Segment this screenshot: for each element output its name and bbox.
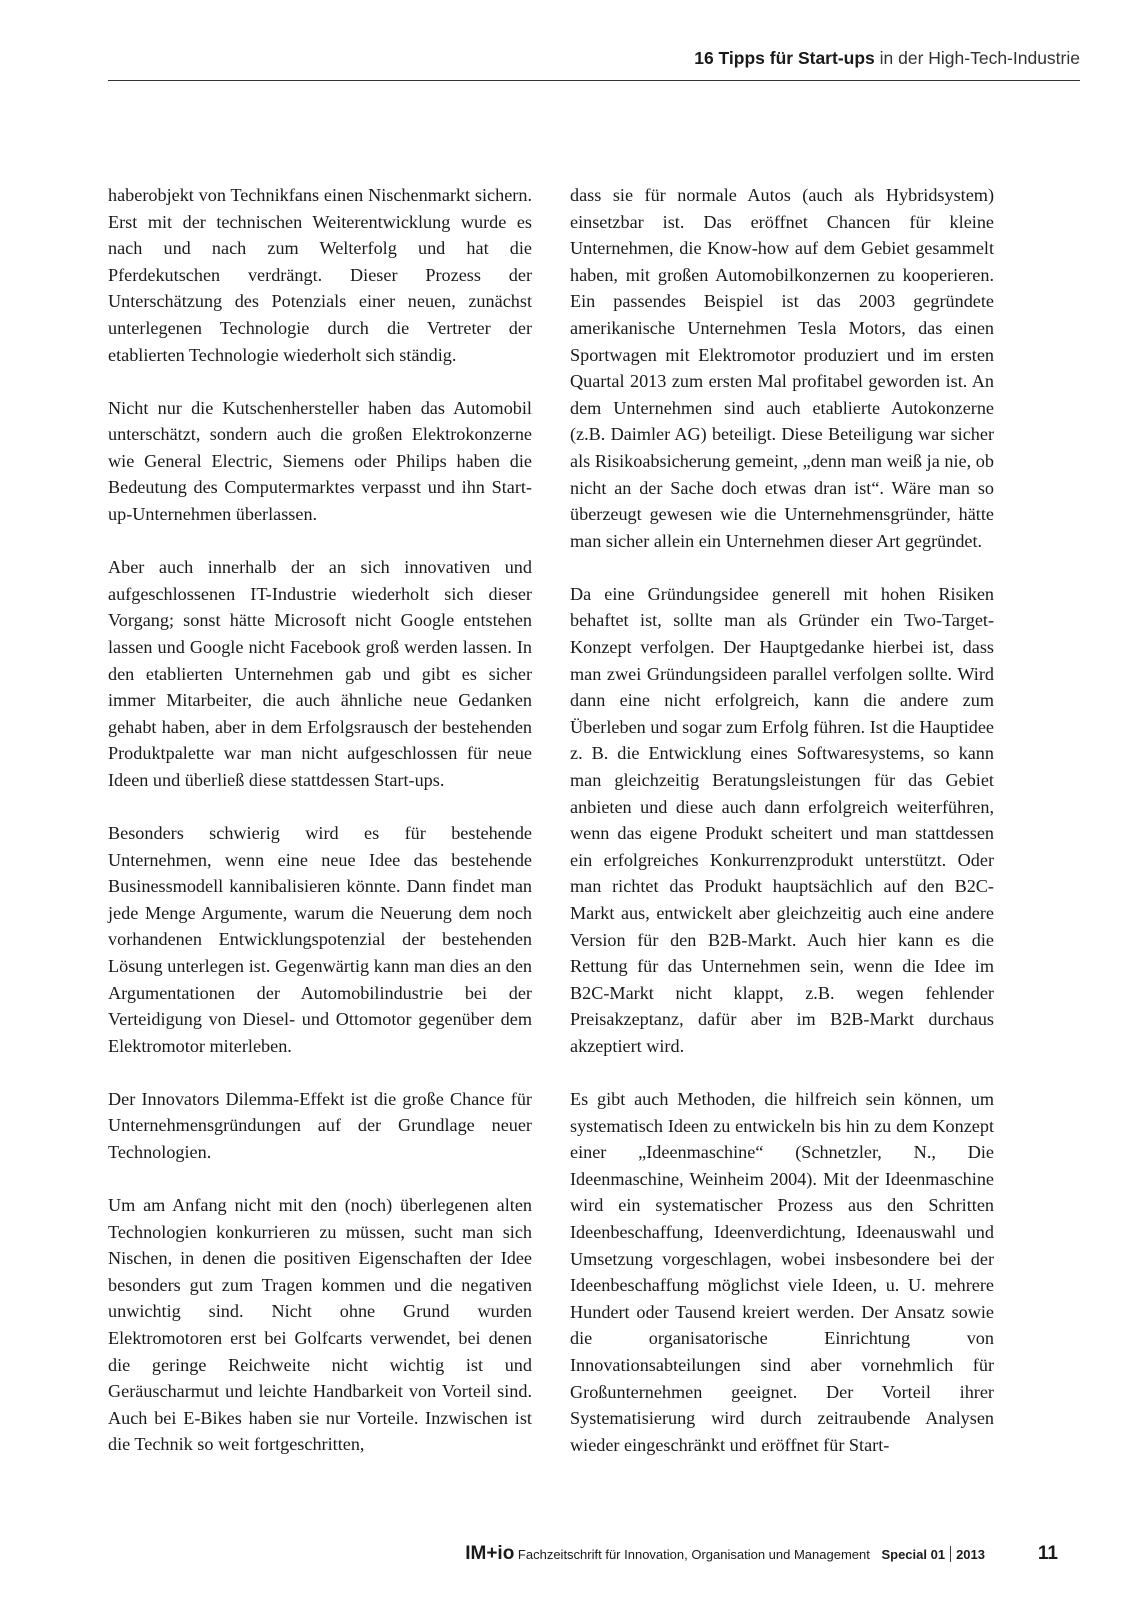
paragraph: Es gibt auch Methoden, die hilfreich sein können, um systematisch Ideen zu entwickeln bis hin zu dem Konzept einer „Ideenmaschine“ (Schnetzler, N., Die Ideenmaschine, Weinheim 2004). Mit der Ideenmaschine wird ein systematischer Prozess aus den Schritten Ideenbeschaffung, Ideenverdichtung, Ideenauswahl und Umsetzung vorgeschlagen, wobei insbesondere bei der Ideenbeschaffung möglichst viele Ideen, u. U. mehrere Hundert oder Tausend kreiert werden. Der Ansatz sowie die organisatorische Einrichtung von Innovationsabteilungen sind aber vornehmlich für Großunternehmen geeignet. Der Vorteil ihrer Systematisierung wird durch zeitraubende Analysen wieder eingeschränkt und eröffnet für Start- (570, 1089, 994, 1455)
header-title-bold: 16 Tipps für Start-ups (694, 48, 875, 68)
running-header (108, 46, 1080, 81)
paragraph: Besonders schwierig wird es für bestehende Unternehmen, wenn eine neue Idee das bestehende Businessmodell kannibalisieren könnte. Dann findet man jede Menge Argumente, warum die Neuerung dem noch vorhandenen Entwicklungspotenzial der bestehenden Lösung unterlegen ist. Gegenwärtig kann man dies an den Argumentationen der Automobilindustrie bei der Verteidigung von Diesel- und Ottomotor gegenüber dem Elektromotor miterleben. (108, 822, 532, 1056)
right-column (570, 182, 994, 1458)
journal-brand: IM+io (465, 1543, 515, 1564)
paragraph: Da eine Gründungsidee generell mit hohen Risiken behaftet ist, sollte man als Gründer ein Two-Target-Konzept verfolgen. Der Hauptgedanke hierbei ist, dass man zwei Gründungsideen parallel verfolgen sollte. Wird dann eine nicht erfolgreich, kann die andere zum Überleben und sogar zum Erfolg führen. Ist die Hauptidee z. B. die Entwicklung eines Softwaresystems, so kann man gleichzeitig Beratungsleistungen für das Gebiet anbieten und diese auch dann erfolgreich weiterführen, wenn das eigene Produkt scheitert und man stattdessen ein erfolgreiches Konkurrenzprodukt unterstützt. Oder man richtet das Produkt hauptsächlich auf den B2C-Markt aus, entwickelt aber gleichzeitig auch eine andere Version für den B2B-Markt. Auch hier kann es die Rettung für das Unternehmen sein, wenn die Idee im B2C-Markt nicht klappt, z.B. wegen fehlender Preisakzeptanz, dafür aber im B2B-Markt durchaus akzeptiert wird. (570, 583, 994, 1056)
paragraph: Um am Anfang nicht mit den (noch) überlegenen alten Technologien konkurrieren zu müssen, sucht man sich Nischen, in denen die positiven Eigenschaften der Idee besonders gut zum Tragen kommen und die negativen unwichtig sind. Nicht ohne Grund wurden Elektromotoren erst bei Golfcarts verwendet, bei denen die geringe Reichweite nicht wichtig ist und Geräuscharmut und leichte Handbarkeit von Vorteil sind. Auch bei E-Bikes haben sie nur Vorteile. Inzwischen ist die Technik so weit fortgeschritten, (108, 1195, 532, 1455)
issue-label: Special 01 (881, 1547, 946, 1562)
paragraph: haberobjekt von Technikfans einen Nischenmarkt sichern. Erst mit der technischen Weiterentwicklung wurde es nach und nach zum Welterfolg und hat die Pferdekutschen verdrängt. Dieser Prozess der Unterschätzung des Potenzials einer neuen, zunächst unterlegenen Technologie durch die Vertreter der etablierten Technologie wiederholt sich ständig. (108, 185, 532, 365)
journal-name: Fachzeitschrift für Innovation, Organisation und Management (514, 1547, 870, 1562)
page-number: 11 (1037, 1543, 1058, 1564)
left-column (108, 182, 532, 1458)
page-footer (108, 1537, 1080, 1569)
journal-line (465, 1543, 985, 1565)
paragraph: Nicht nur die Kutschenhersteller haben das Automobil unterschätzt, sondern auch die großen Elektrokonzerne wie General Electric, Siemens oder Philips haben die Bedeutung des Computermarktes verpasst und ihn Start-up-Unternehmen überlassen. (108, 397, 532, 525)
paragraph: dass sie für normale Autos (auch als Hybridsystem) einsetzbar ist. Das eröffnet Chancen für kleine Unternehmen, die Know-how auf dem Gebiet gesammelt haben, mit großen Automobilkonzernen zu kooperieren. Ein passendes Beispiel ist das 2003 gegründete amerikanische Unternehmen Tesla Motors, das einen Sportwagen mit Elektromotor produziert und im ersten Quartal 2013 zum ersten Mal profitabel geworden ist. An dem Unternehmen sind auch etablierte Autokonzerne (z.B. Daimler AG) beteiligt. Diese Beteiligung war sicher als Risikoabsicherung gemeint, „denn man weiß ja nie, ob nicht an der Sache doch etwas dran ist“. Wäre man so überzeugt gewesen wie die Unternehmensgründer, hätte man sicher allein ein Unternehmen dieser Art gegründet. (570, 185, 994, 551)
footer-separator (950, 1546, 951, 1562)
paragraph: Aber auch innerhalb der an sich innovativen und aufgeschlossenen IT-Industrie wiederholt sich dieser Vorgang; sonst hätte Microsoft nicht Google entstehen lassen und Google nicht Facebook groß werden lassen. In den etablierten Unternehmen gab und gibt es sicher immer Mitarbeiter, die auch ähnliche neue Gedanken gehabt haben, aber in dem Erfolgsrausch der bestehenden Produktpalette war man nicht aufgeschlossen für neue Ideen und überließ diese stattdessen Start-ups. (108, 557, 532, 790)
header-title-rest: in der High-Tech-Industrie (874, 48, 1080, 68)
issue-year: 2013 (956, 1547, 985, 1562)
paragraph: Der Innovators Dilemma-Effekt ist die große Chance für Unternehmensgründungen auf der Grundlage neuer Technologien. (108, 1088, 532, 1162)
